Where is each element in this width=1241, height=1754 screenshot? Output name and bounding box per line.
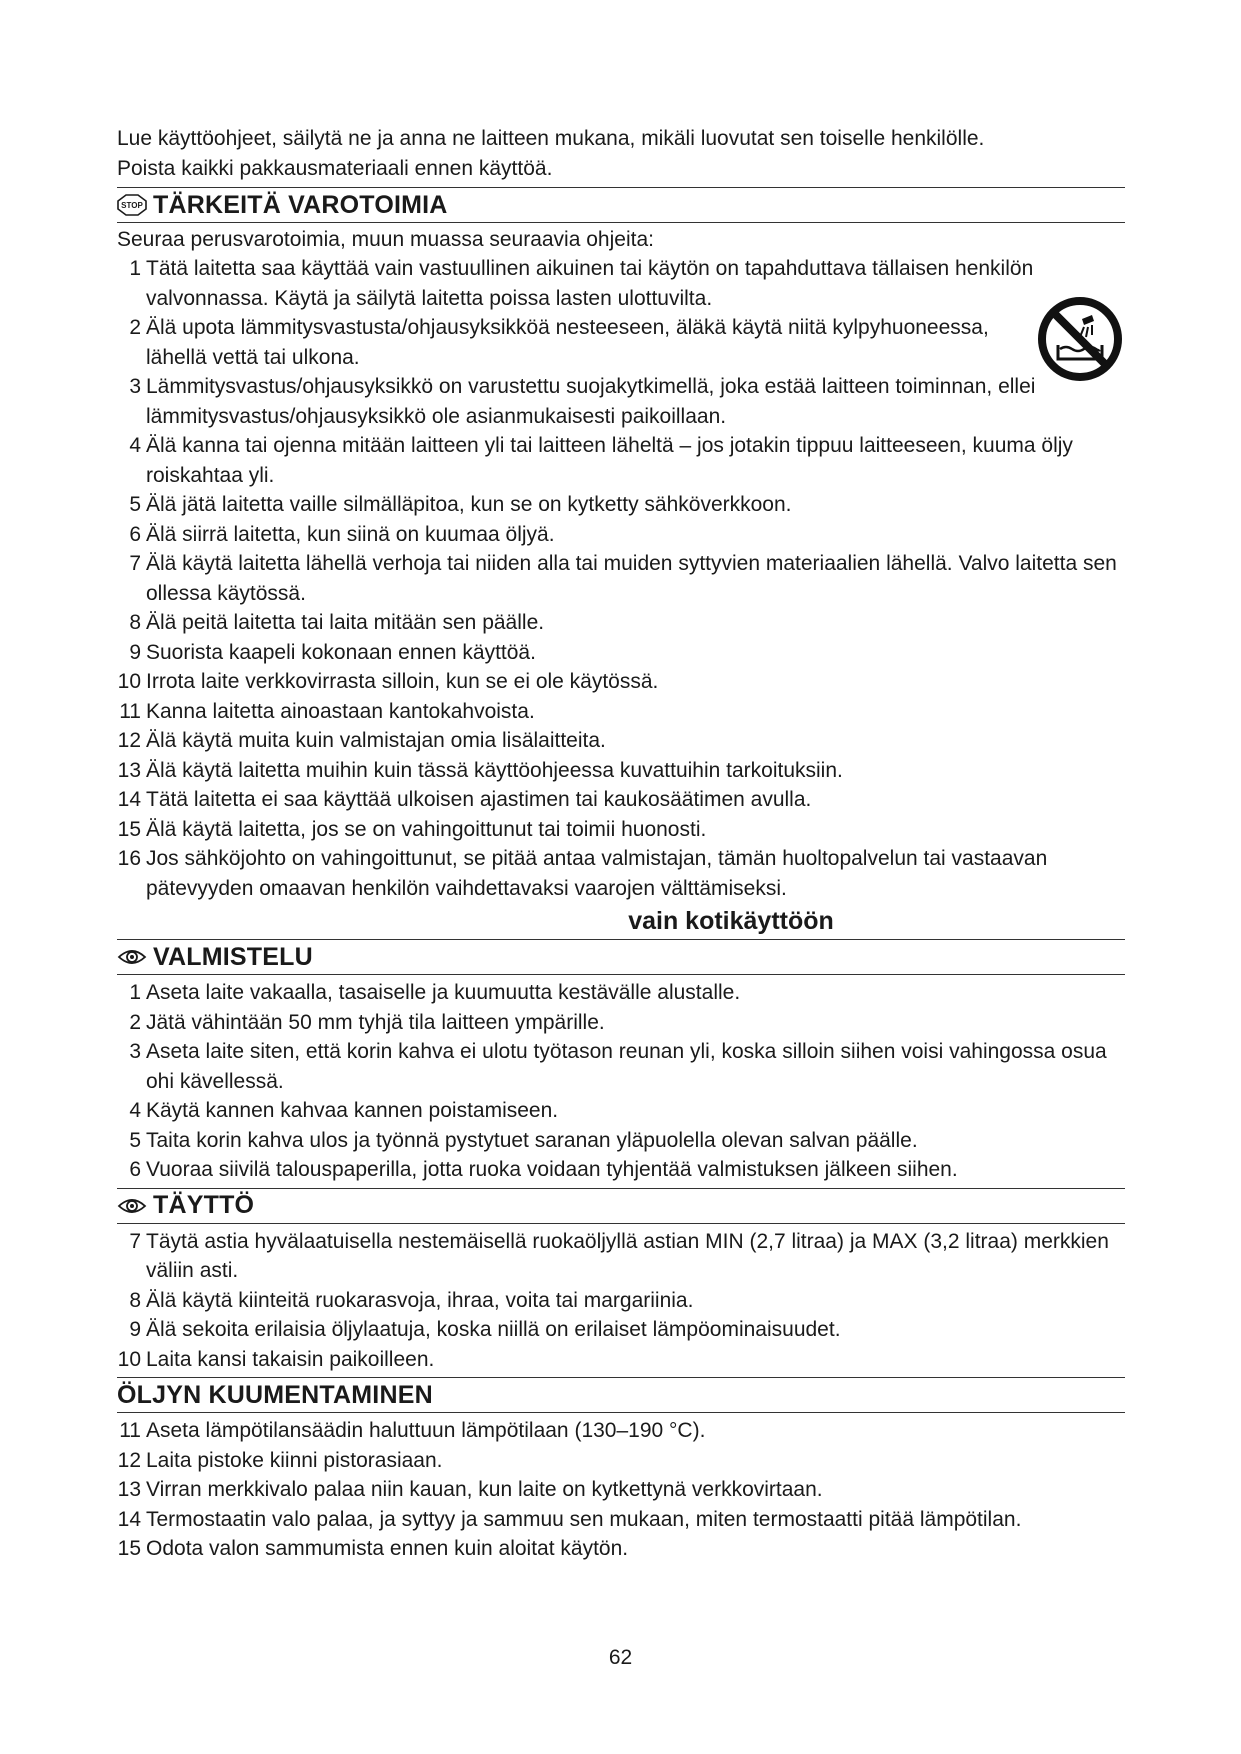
list-item [117, 490, 1125, 520]
item-number: 14 [117, 788, 141, 811]
list-item [117, 697, 1125, 727]
list-item [117, 372, 1125, 431]
list-item [117, 1227, 1125, 1286]
item-number: 8 [129, 1288, 141, 1312]
household-use-note: vain kotikäyttöön [628, 907, 834, 935]
document-page [117, 124, 1125, 1564]
item-text: Tätä laitetta saa käyttää vain vastuullinen aikuinen tai käytön on tapahduttava tällaisen henkilön valvonnassa. Käytä ja säilytä laitetta poissa lasten ulottuvilta. [146, 257, 1034, 310]
item-number: 12 [117, 729, 141, 752]
filling-title: TÄYTTÖ [153, 1191, 255, 1219]
list-item [117, 1534, 1125, 1564]
preparation-list [117, 978, 1125, 1185]
item-text: Älä peitä laitetta tai laita mitään sen päälle. [146, 611, 545, 634]
item-number: 9 [129, 1318, 141, 1341]
list-item [117, 549, 1125, 608]
item-number: 3 [129, 375, 141, 398]
item-text: Älä siirrä laitetta, kun siinä on kuumaa öljyä. [146, 522, 555, 546]
item-text: Virran merkkivalo palaa niin kauan, kun laite on kytkettynä verkkovirtaan. [146, 1478, 823, 1501]
item-text: Aseta lämpötilansäädin haluttuun lämpötilaan (130–190 °C). [146, 1419, 706, 1442]
item-text: Käytä kannen kahvaa kannen poistamiseen. [146, 1099, 559, 1122]
item-number: 6 [129, 1158, 141, 1181]
item-number: 15 [117, 817, 141, 841]
item-number: 12 [117, 1448, 141, 1472]
item-text: Aseta laite vakaalla, tasaiselle ja kuumuutta kestävälle alustalle. [146, 981, 741, 1004]
list-item [117, 431, 1125, 490]
item-number: 1 [129, 257, 141, 280]
item-text: Älä kanna tai ojenna mitään laitteen yli tai laitteen läheltä – jos jotakin tippuu laitteeseen, kuuma öljy roiskahtaa yli. [146, 434, 1073, 487]
item-text: Älä käytä muita kuin valmistajan omia lisälaitteita. [146, 729, 606, 752]
item-text: Kanna laitetta ainoastaan kantokahvoista. [146, 699, 535, 723]
preparation-heading [117, 939, 1125, 975]
item-text: Tätä laitetta ei saa käyttää ulkoisen ajastimen tai kaukosäätimen avulla. [146, 788, 812, 811]
item-number: 7 [129, 1229, 141, 1253]
heating-title: ÖLJYN KUUMENTAMINEN [117, 1380, 433, 1409]
eye-icon [117, 1195, 147, 1217]
item-number: 13 [117, 758, 141, 782]
item-text: Odota valon sammumista ennen kuin aloitat käytön. [146, 1537, 629, 1560]
safety-lead: Seuraa perusvarotoimia, muun muassa seuraavia ohjeita: [117, 228, 654, 251]
list-item [117, 667, 1125, 697]
item-text: Älä sekoita erilaisia öljylaatuja, koska niillä on erilaiset lämpöominaisuudet. [146, 1318, 841, 1341]
list-item [117, 608, 1125, 638]
item-text: Termostaatin valo palaa, ja syttyy ja sammuu sen mukaan, miten termostaatti pitää lämpötilan. [146, 1507, 1022, 1531]
list-item [117, 978, 1125, 1008]
list-item [117, 1416, 1125, 1446]
list-item [117, 1155, 1125, 1185]
item-number: 2 [129, 316, 141, 339]
list-item [117, 785, 1125, 815]
item-text: Älä käytä laitetta, jos se on vahingoittunut tai toimii huonosti. [146, 817, 707, 841]
item-text: Täytä astia hyvälaatuisella nestemäisellä ruokaöljyllä astian MIN (2,7 litraa) ja MAX (3,2 litraa) merkkien väliin asti. [146, 1229, 1109, 1282]
list-item [117, 844, 1125, 903]
safety-list [117, 254, 1125, 903]
page-number: 62 [608, 1646, 633, 1669]
item-number: 1 [129, 981, 141, 1004]
item-number: 5 [129, 493, 141, 516]
item-number: 15 [117, 1537, 141, 1560]
list-item [117, 638, 1125, 668]
safety-title: TÄRKEITÄ VAROTOIMIA [153, 190, 448, 219]
item-text: Älä käytä laitetta lähellä verhoja tai niiden alla tai muiden syttyvien materiaalien lähellä. Valvo laitetta sen ollessa käytössä. [146, 552, 1117, 605]
list-item [117, 815, 1125, 845]
list-item [117, 1475, 1125, 1505]
heating-heading [117, 1377, 1125, 1413]
heating-list [117, 1416, 1125, 1564]
item-number: 4 [129, 434, 141, 457]
intro-text [117, 124, 1125, 184]
item-number: 16 [117, 847, 141, 870]
item-number: 6 [129, 522, 141, 546]
item-number: 3 [129, 1040, 141, 1063]
list-item [117, 726, 1125, 756]
item-number: 9 [129, 640, 141, 664]
list-item [117, 1126, 1125, 1156]
list-item [117, 313, 1125, 372]
list-item [117, 1345, 1125, 1375]
item-text: Älä upota lämmitysvastusta/ohjausyksikköä nesteeseen, äläkä käytä niitä kylpyhuoneessa, lähellä vettä tai ulkona. [146, 316, 989, 369]
list-item [117, 1008, 1125, 1038]
item-text: Aseta laite siten, että korin kahva ei ulotu työtason reunan yli, koska silloin siihen voisi vahingossa osua ohi kävellessä. [146, 1040, 1107, 1093]
list-item [117, 520, 1125, 550]
item-text: Älä jätä laitetta vaille silmälläpitoa, kun se on kytketty sähköverkkoon. [146, 493, 792, 516]
list-item [117, 756, 1125, 786]
eye-icon [117, 946, 147, 968]
filling-list [117, 1227, 1125, 1375]
item-text: Älä käytä laitetta muihin kuin tässä käyttöohjeessa kuvattuihin tarkoituksiin. [146, 758, 843, 782]
safety-heading [117, 187, 1125, 223]
intro-line-1: Lue käyttöohjeet, säilytä ne ja anna ne laitteen mukana, mikäli luovutat sen toiselle henkilölle. [117, 127, 985, 150]
item-text: Taita korin kahva ulos ja työnnä pystytuet saranan yläpuolella olevan salvan päälle. [146, 1128, 918, 1152]
item-text: Laita kansi takaisin paikoilleen. [146, 1347, 435, 1371]
item-number: 5 [129, 1128, 141, 1152]
no-bath-water-icon [1036, 295, 1124, 383]
preparation-title: VALMISTELU [153, 942, 313, 971]
item-number: 11 [119, 1419, 141, 1442]
item-text: Älä käytä kiinteitä ruokarasvoja, ihraa, voita tai margariinia. [146, 1288, 694, 1312]
item-text: Laita pistoke kiinni pistorasiaan. [146, 1448, 443, 1472]
item-number: 7 [129, 552, 141, 575]
item-text: Vuoraa siivilä talouspaperilla, jotta ruoka voidaan tyhjentää valmistuksen jälkeen siihen. [146, 1158, 958, 1181]
item-number: 10 [117, 670, 141, 693]
item-number: 10 [117, 1347, 141, 1371]
list-item [117, 1286, 1125, 1316]
item-number: 11 [119, 699, 141, 723]
list-item [117, 254, 1125, 313]
list-item [117, 1505, 1125, 1535]
list-item [117, 1096, 1125, 1126]
svg-text:STOP: STOP [121, 201, 143, 210]
item-number: 14 [117, 1507, 141, 1531]
item-number: 8 [129, 611, 141, 634]
item-text: Suorista kaapeli kokonaan ennen käyttöä. [146, 640, 536, 664]
item-text: Lämmitysvastus/ohjausyksikkö on varustettu suojakytkimellä, joka estää laitteen toiminnan, ellei lämmitysvastus/ohjausyksikkö ole asianmukaisesti paikoillaan. [146, 375, 1036, 428]
stop-icon [117, 194, 147, 216]
item-number: 2 [129, 1010, 141, 1034]
item-number: 4 [129, 1099, 141, 1122]
item-text: Irrota laite verkkovirrasta silloin, kun se ei ole käytössä. [146, 670, 659, 693]
item-number: 13 [117, 1478, 141, 1501]
filling-heading [117, 1188, 1125, 1224]
list-item [117, 1315, 1125, 1345]
list-item [117, 1446, 1125, 1476]
intro-line-2: Poista kaikki pakkausmateriaali ennen käyttöä. [117, 157, 553, 180]
item-text: Jos sähköjohto on vahingoittunut, se pitää antaa valmistajan, tämän huoltopalvelun tai vastaavan pätevyyden omaavan henkilön vaihdettavaksi vaarojen välttämiseksi. [146, 847, 1048, 900]
list-item [117, 1037, 1125, 1096]
item-text: Jätä vähintään 50 mm tyhjä tila laitteen ympärille. [146, 1010, 605, 1034]
